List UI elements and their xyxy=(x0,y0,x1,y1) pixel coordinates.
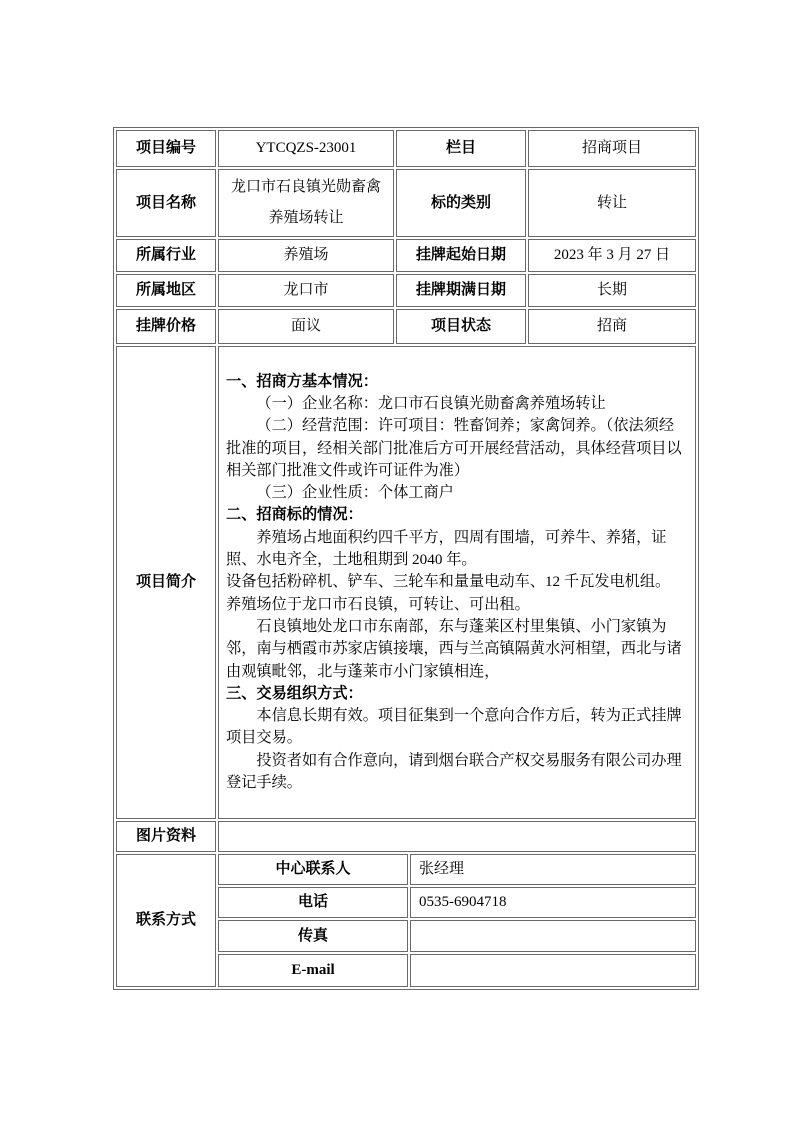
listing-start-date-label: 挂牌起始日期 xyxy=(396,239,526,272)
project-summary-label: 项目简介 xyxy=(116,346,216,819)
row-listing-price xyxy=(116,309,696,344)
summary-paragraph: （一）企业名称：龙口市石良镇光勋畜禽养殖场转让 xyxy=(256,394,606,412)
summary-paragraph: 石良镇地处龙口市东南部，东与蓬莱区村里集镇、小门家镇为邻，南与栖霞市苏家店镇接壤，西与兰高镇隔黄水河相望，西北与诸由观镇毗邻，北与蓬莱市小门家镇相连， xyxy=(226,617,682,680)
row-image-materials xyxy=(116,821,696,852)
summary-paragraph: 三、交易组织方式： xyxy=(226,684,363,702)
contact-section-label: 联系方式 xyxy=(116,854,216,987)
summary-paragraph: 二、招商标的情况： xyxy=(226,506,363,524)
project-number-label: 项目编号 xyxy=(116,130,216,167)
summary-paragraph: 设备包括粉碎机、铲车、三轮车和量量电动车、12 千瓦发电机组。 xyxy=(226,573,671,591)
listing-expiry-date-value: 长期 xyxy=(528,274,696,307)
fax-value xyxy=(410,920,696,952)
listing-price-label: 挂牌价格 xyxy=(116,309,216,344)
row-contact-person xyxy=(116,854,696,885)
project-status-value: 招商 xyxy=(528,309,696,344)
listing-expiry-date-label: 挂牌期满日期 xyxy=(396,274,526,307)
summary-paragraph: 养殖场位于龙口市石良镇，可转让、可出租。 xyxy=(226,595,530,613)
industry-value: 养殖场 xyxy=(218,239,394,272)
image-materials-content xyxy=(218,821,696,852)
email-value xyxy=(410,954,696,987)
row-project-number xyxy=(116,130,696,167)
row-industry xyxy=(116,239,696,272)
project-summary-content xyxy=(218,346,696,819)
project-status-label: 项目状态 xyxy=(396,309,526,344)
summary-paragraph: 本信息长期有效。项目征集到一个意向合作方后，转为正式挂牌项目交易。 xyxy=(226,707,682,747)
phone-value: 0535-6904718 xyxy=(410,887,696,918)
fax-label: 传真 xyxy=(218,920,408,952)
project-name-label: 项目名称 xyxy=(116,169,216,237)
summary-paragraph: 投资者如有合作意向，请到烟台联合产权交易服务有限公司办理登记手续。 xyxy=(226,751,682,792)
column-label: 栏目 xyxy=(396,130,526,167)
project-number-value: YTCQZS-23001 xyxy=(218,130,394,167)
industry-label: 所属行业 xyxy=(116,239,216,272)
summary-paragraph: 养殖场占地面积约四千平方，四周有围墙，可养牛、养猪，证照、水电齐全，土地租期到 2040 年。 xyxy=(226,528,667,569)
listing-price-value: 面议 xyxy=(218,309,394,344)
project-name-value: 龙口市石良镇光勋畜禽养殖场转让 xyxy=(218,169,394,237)
column-value: 招商项目 xyxy=(528,130,696,167)
contact-person-label: 中心联系人 xyxy=(218,854,408,885)
summary-paragraph: 一、招商方基本情况： xyxy=(226,372,378,390)
email-label: E-mail xyxy=(218,954,408,987)
region-value: 龙口市 xyxy=(218,274,394,307)
target-type-value: 转让 xyxy=(528,169,696,237)
target-type-label: 标的类别 xyxy=(396,169,526,237)
contact-person-value: 张经理 xyxy=(410,854,696,885)
summary-paragraph: （二）经营范围：许可项目：牲畜饲养；家禽饲养。（依法须经批准的项目，经相关部门批准后方可开展经营活动，具体经营项目以相关部门批准文件或许可证件为准） xyxy=(226,417,682,479)
image-materials-label: 图片资料 xyxy=(116,821,216,852)
phone-label: 电话 xyxy=(218,887,408,918)
row-region xyxy=(116,274,696,307)
region-label: 所属地区 xyxy=(116,274,216,307)
row-project-summary xyxy=(116,346,696,819)
listing-start-date-value: 2023 年 3 月 27 日 xyxy=(528,239,696,272)
project-info-table xyxy=(113,127,699,990)
summary-paragraph: （三）企业性质：个体工商户 xyxy=(256,484,454,502)
row-project-name xyxy=(116,169,696,237)
